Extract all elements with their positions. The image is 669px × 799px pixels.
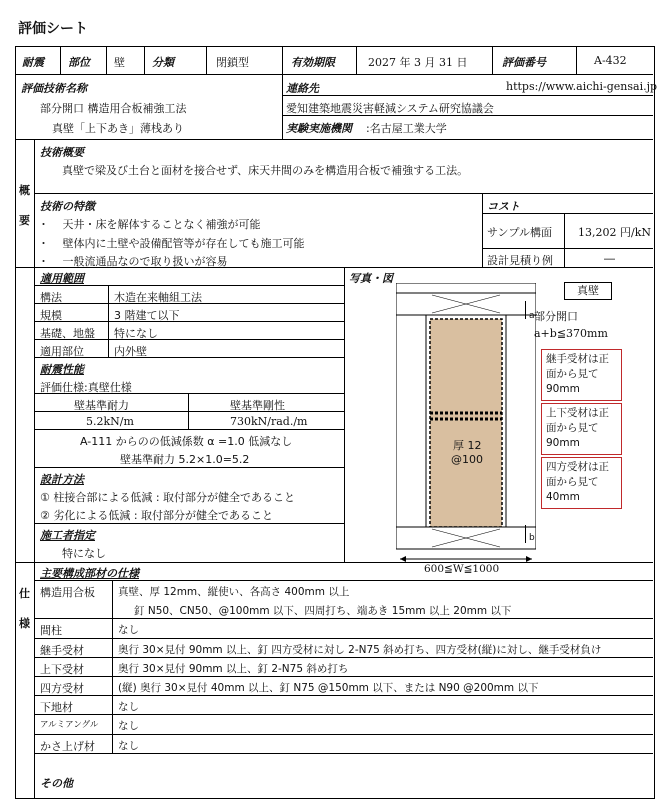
summary-text: 真壁で梁及び土台と面材を接合せず、床天井間のみを構造用合板で補強する工法。	[62, 164, 469, 177]
note-joint-receiver: 継手受材は正面から見て 90mm	[541, 349, 622, 401]
header-category: 耐震	[22, 56, 44, 69]
width-dimension: 600≦W≦1000	[424, 563, 500, 575]
material-key: 四方受材	[40, 682, 84, 695]
figure-ab: a+b≦370mm	[534, 327, 608, 340]
panel-thickness: 厚 12	[453, 439, 482, 452]
material-key: 下地材	[40, 701, 73, 715]
cost-label: コスト	[487, 200, 520, 213]
header-class-label: 分類	[152, 56, 174, 69]
cost-example-label: 設計見積り例	[487, 254, 553, 267]
material-value: (縦) 奥行 30×見付 40mm 以上、釘 N75 @150mm 以下、または N90 @200mm 以下	[118, 682, 539, 694]
evaluation-sheet	[15, 46, 658, 799]
material-value: なし	[118, 701, 139, 714]
material-value: 奥行 30×見付 90mm 以上、釘 四方受材に対し 2-N75 斜め打ち、四方受材(縦)に対し、継手受材負け	[118, 643, 602, 656]
contact-org: 愛知建築地震災害軽減システム研究協議会	[286, 102, 494, 115]
header-part-label: 部位	[68, 56, 90, 69]
page-title: 評価シート	[18, 21, 88, 37]
exec-value: :名古屋工業大学	[366, 122, 447, 135]
materials-side-2: 様	[19, 617, 30, 630]
tech-name-line2: 真壁「上下あき」薄栈あり	[52, 122, 184, 135]
figure-tag: 真壁	[564, 282, 612, 300]
wall-diagram	[396, 283, 536, 551]
eval-number-label: 評価番号	[502, 56, 546, 69]
scope-val-3: 特になし	[114, 327, 158, 340]
cost-sample-value: 13,202 円/kN	[578, 226, 651, 239]
material-value: なし	[118, 624, 139, 637]
design-label: 設計方法	[40, 473, 84, 486]
tech-name-label: 評価技術名称	[21, 82, 87, 95]
summary-label: 技術概要	[40, 146, 84, 159]
header-class-value: 閉鎖型	[216, 56, 249, 69]
dim-a: a	[529, 311, 535, 321]
material-key: 間柱	[40, 624, 62, 638]
seismic-label: 耐震性能	[40, 363, 84, 376]
figure-label: 写真・図	[349, 272, 393, 285]
scope-label: 適用範囲	[40, 272, 84, 285]
material-value: 真壁、厚 12mm、縦使い、各高さ 400mm 以上	[118, 586, 350, 598]
seismic-note-2: 壁基準耐力 5.2×1.0=5.2	[120, 453, 250, 466]
feature-item-1: ・ 天井・床を解体することなく補強が可能	[38, 218, 261, 231]
seismic-note-1: A-111 からのの低減係数 α =1.0 低減なし	[80, 435, 293, 448]
cost-example-value: ―	[604, 252, 615, 265]
validity-label: 有効期限	[291, 56, 335, 69]
gaiyo-side-2: 要	[19, 214, 30, 227]
eval-number-value: A-432	[594, 54, 627, 67]
note-four-side-receiver: 四方受材は正面から見て 40mm	[541, 457, 622, 509]
builder-value: 特になし	[62, 547, 106, 560]
header-row	[16, 47, 653, 74]
material-value: 釘 N50、CN50、@100mm 以下、四周打ち、端あき 15mm 以上 20mm 以下	[134, 605, 512, 618]
dim-b: b	[529, 533, 535, 543]
features-label: 技術の特徴	[40, 200, 95, 213]
scope-key-3: 基礎、地盤	[40, 327, 95, 340]
seismic-stiffness-value: 730kN/rad./m	[230, 415, 308, 428]
header-part-value: 壁	[114, 56, 125, 69]
scope-key-1: 構法	[40, 291, 62, 304]
design-item-2: ② 劣化による低減 : 取付部分が健全であること	[40, 509, 274, 522]
exec-label: 実験実施機関	[286, 122, 352, 135]
scope-val-2: 3 階建て以下	[114, 309, 180, 322]
material-key: 継手受材	[40, 643, 84, 657]
gaiyo-side-1: 概	[19, 184, 30, 197]
scope-val-1: 木造在来軸組工法	[114, 291, 202, 304]
material-key: アルミアングル	[40, 720, 99, 731]
cost-sample-label: サンプル構面	[487, 226, 553, 239]
panel-pitch: @100	[451, 453, 483, 466]
material-value: 奥行 30×見付 90mm 以上、釘 2-N75 斜め打ち	[118, 662, 349, 675]
seismic-strength-value: 5.2kN/m	[86, 415, 134, 428]
design-item-1: ① 柱接合部による低減 : 取付部分が健全であること	[40, 491, 296, 504]
material-value: なし	[118, 720, 139, 733]
note-top-bottom-receiver: 上下受材は正面から見て 90mm	[541, 403, 622, 455]
feature-item-2: ・ 壁体内に土壁や設備配管等が存在しても施工可能	[38, 237, 305, 250]
figure-opening: 部分開口	[534, 310, 578, 323]
material-value: なし	[118, 739, 139, 752]
seismic-spec: 評価仕様:真壁仕様	[40, 381, 132, 394]
seismic-header-strength: 壁基準耐力	[74, 399, 129, 412]
seismic-header-stiffness: 壁基準剛性	[230, 399, 285, 412]
materials-label: 主要構成部材の仕様	[40, 567, 139, 580]
validity-date: 2027 年 3 月 31 日	[368, 56, 468, 69]
builder-label: 施工者指定	[40, 529, 95, 542]
contact-label: 連絡先	[286, 82, 319, 95]
scope-key-4: 適用部位	[40, 345, 84, 358]
scope-val-4: 内外壁	[114, 345, 147, 358]
materials-side-1: 仕	[19, 587, 30, 600]
material-key: 構造用合板	[40, 586, 95, 599]
tech-name-line1: 部分開口 構造用合板補強工法	[40, 102, 187, 115]
material-key: かさ上げ材	[40, 739, 95, 753]
scope-key-2: 規模	[40, 309, 62, 322]
feature-item-3: ・ 一般流通品なので取り扱いが容易	[38, 255, 228, 268]
other-label: その他	[40, 777, 73, 790]
contact-url[interactable]: https://www.aichi-gensai.jp	[506, 80, 658, 93]
material-key: 上下受材	[40, 662, 84, 676]
